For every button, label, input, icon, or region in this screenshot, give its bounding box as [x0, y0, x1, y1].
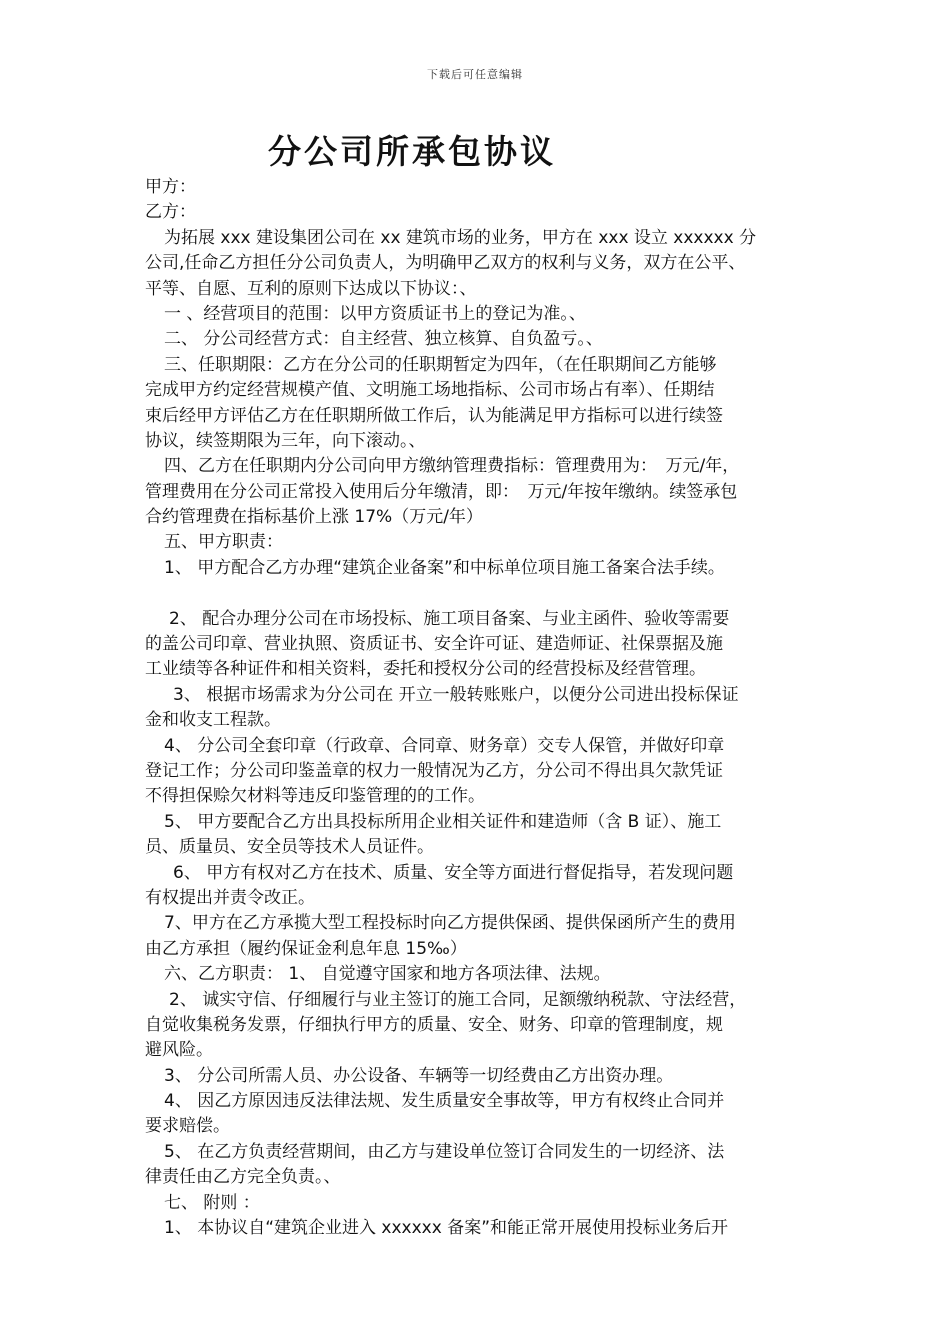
clause-line: 员、质量员、安全员等技术人员证件。	[145, 837, 434, 858]
clause-line: 二、 分公司经营方式：自主经营、独立核算、自负盈亏。、	[164, 329, 603, 350]
clause-line: 合约管理费在指标基价上涨 17%（万元/年）	[145, 507, 483, 528]
clause-line: 4、 分公司全套印章（行政章、合同章、财务章）交专人保管，并做好印章	[164, 735, 725, 756]
preamble-line: 平等、自愿、互利的原则下达成以下协议：、	[145, 278, 477, 299]
section-heading: 七、 附则 ：	[164, 1192, 260, 1213]
clause-line: 协议，续签期限为三年，向下滚动。、	[145, 430, 426, 451]
clause-line: 要求赔偿。	[145, 1116, 230, 1137]
clause-line: 四、乙方在任职期内分公司向甲方缴纳管理费指标：管理费用为： 万元/年，	[164, 456, 740, 477]
clause-line: 3、 根据市场需求为分公司在 开立一般转账账户，以便分公司进出投标保证	[173, 684, 739, 705]
clause-line: 工业绩等各种证件和相关资料，委托和授权分公司的经营投标及经营管理。	[145, 659, 706, 680]
clause-line: 1、 甲方配合乙方办理“建筑企业备案”和中标单位项目施工备案合法手续。	[164, 557, 725, 578]
blank-line	[145, 581, 825, 606]
section-heading: 六、乙方职责： 1、 自觉遵守国家和地方各项法律、法规。	[164, 964, 611, 985]
preamble-line: 为拓展 xxx 建设集团公司在 xx 建筑市场的业务，甲方在 xxx 设立 xxxxxx 分	[164, 227, 757, 248]
clause-line: 4、 因乙方原因违反法律法规、发生质量安全事故等，甲方有权终止合同并	[164, 1091, 725, 1112]
clause-line: 律责任由乙方完全负责。、	[145, 1167, 341, 1188]
clause-line: 金和收支工程款。	[145, 710, 281, 731]
clause-line: 7、甲方在乙方承揽大型工程投标时向乙方提供保函、提供保函所产生的费用	[164, 913, 736, 934]
clause-line: 避风险。	[145, 1040, 213, 1061]
party-a-line: 甲方：	[145, 177, 196, 197]
clause-line: 有权提出并责令改正。	[145, 887, 315, 908]
clause-line: 管理费用在分公司正常投入使用后分年缴清，即： 万元/年按年缴纳。续签承包	[145, 481, 738, 502]
clause-line: 5、 甲方要配合乙方出具投标所用企业相关证件和建造师（含 B 证）、施工	[164, 811, 722, 832]
clause-line: 由乙方承担（履约保证金利息年息 15‰）	[145, 938, 467, 959]
clause-line: 三、任职期限：乙方在分公司的任职期暂定为四年，（在任职期间乙方能够	[164, 354, 717, 375]
clause-line: 6、 甲方有权对乙方在技术、质量、安全等方面进行督促指导，若发现问题	[173, 862, 734, 883]
clause-line: 2、 诚实守信、仔细履行与业主签订的施工合同，足额缴纳税款、守法经营，	[169, 989, 747, 1010]
clause-line: 一 、经营项目的范围：以甲方资质证书上的登记为准。、	[164, 303, 586, 324]
clause-line: 不得担保赊欠材料等违反印鉴管理的的工作。	[145, 786, 485, 807]
header-note: 下载后可任意编辑	[427, 68, 523, 81]
clause-line: 自觉收集税务发票，仔细执行甲方的质量、安全、财务、印章的管理制度，规	[145, 1014, 723, 1035]
clause-line: 束后经甲方评估乙方在任职期所做工作后，认为能满足甲方指标可以进行续签	[145, 405, 723, 426]
clause-line: 登记工作；分公司印鉴盖章的权力一般情况为乙方，分公司不得出具欠款凭证	[145, 760, 723, 781]
preamble-line: 公司,任命乙方担任分公司负责人，为明确甲乙双方的权利与义务，双方在公平、	[145, 253, 746, 274]
clause-line: 的盖公司印章、营业执照、资质证书、安全许可证、建造师证、社保票据及施	[145, 634, 723, 655]
clause-line: 完成甲方约定经营规模产值、文明施工场地指标、公司市场占有率）、任期结	[145, 380, 715, 401]
clause-line: 5、 在乙方负责经营期间，由乙方与建设单位签订合同发生的一切经济、法	[164, 1141, 725, 1162]
clause-line: 1、 本协议自“建筑企业进入 xxxxxx 备案”和能正常开展使用投标业务后开	[164, 1218, 729, 1239]
section-heading: 五、甲方职责：	[164, 532, 283, 553]
clause-line: 2、 配合办理分公司在市场投标、施工项目备案、与业主函件、验收等需要	[169, 608, 730, 629]
party-b-line: 乙方：	[145, 202, 196, 223]
document-body	[145, 175, 825, 1241]
clause-line: 3、 分公司所需人员、办公设备、车辆等一切经费由乙方出资办理。	[164, 1065, 674, 1086]
document-title: 分公司所承包协议	[268, 132, 556, 171]
